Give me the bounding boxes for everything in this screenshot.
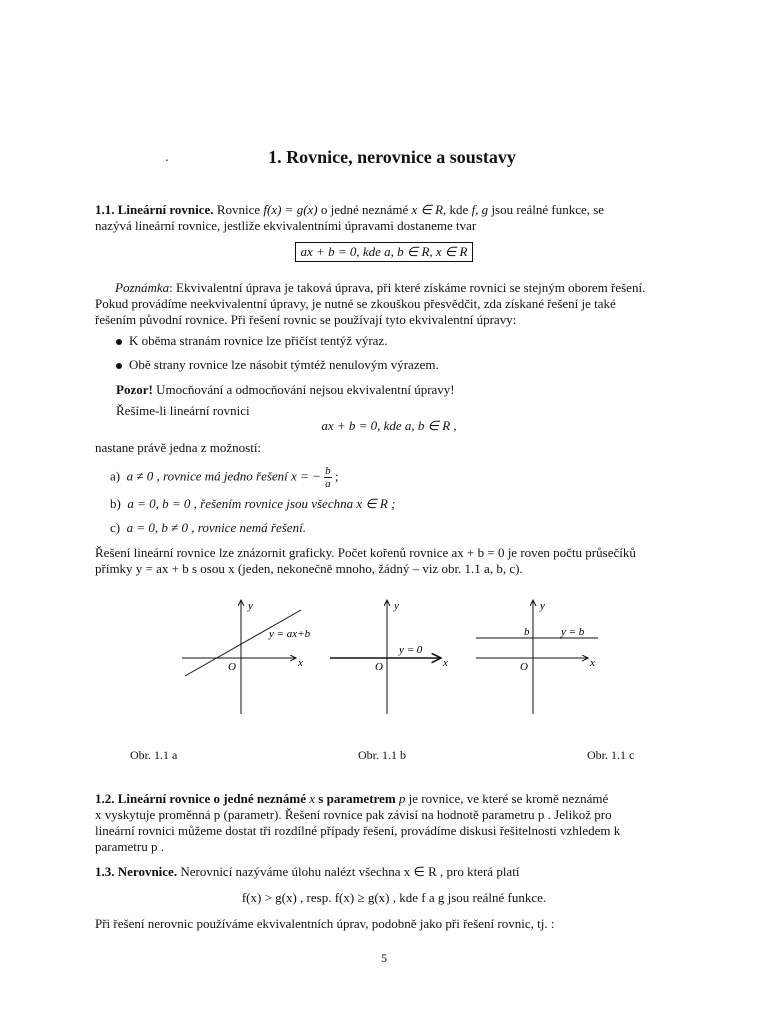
bullet-dot-icon — [116, 339, 122, 345]
section-1-2-heading-b: s parametrem — [318, 791, 396, 806]
bullet-text: K oběma stranám rovnice lze přičíst tentýž výraz. — [129, 333, 388, 348]
cases-intro: nastane právě jedna z možností: — [95, 440, 262, 455]
solve-intro: Řešíme-li lineární rovnici — [116, 403, 250, 418]
var-x: x — [309, 791, 316, 806]
figures-svg — [0, 590, 768, 770]
boxed-formula: ax + b = 0, kde a, b ∈ R, x ∈ R — [295, 242, 474, 262]
section-1-2-line3: lineární rovnici můžeme dostat tři rozdílné případy řešení, provádíme diskusi řešitelnosti vzhledem k — [95, 823, 621, 838]
formula-x-in-r: x ∈ R — [411, 202, 444, 217]
section-1-1-heading: 1.1. Lineární rovnice. — [95, 202, 214, 217]
fig-a-origin-label: O — [228, 661, 236, 673]
text-fragment: ; — [334, 468, 339, 484]
bullet-text: Obě strany rovnice lze násobit týmtéž nenulovým výrazem. — [129, 357, 439, 372]
fig-a-y-label: y — [248, 600, 253, 612]
text-fragment: , kde — [443, 202, 469, 217]
text-fragment: : Ekvivalentní úprava je taková úprava, při které získáme rovnici se stejným oborem řešení. — [169, 280, 646, 295]
chapter-title: 1. Rovnice, nerovnice a soustavy — [268, 147, 516, 167]
caption-fig-a: Obr. 1.1 a — [130, 748, 178, 762]
fraction-denominator: a — [325, 478, 331, 490]
fig-b-line-label: y = 0 — [399, 644, 423, 656]
note-line3: řešením původní rovnice. Při řešení rovnic se používají tyto ekvivalentní úpravy: — [95, 312, 517, 327]
case-a-text: a ≠ 0 , rovnice má jedno řešení x = − — [126, 468, 321, 484]
var-p: p — [398, 791, 406, 806]
solve-formula: ax + b = 0, kde a, b ∈ R , — [321, 418, 457, 433]
fig-c-origin-label: O — [520, 661, 528, 673]
case-b-text: a = 0, b = 0 , řešením rovnice jsou všechna x ∈ R ; — [127, 496, 396, 511]
fraction-numerator: b — [325, 465, 331, 477]
case-a-label: a) — [110, 468, 121, 484]
fig-b-y-label: y — [394, 600, 399, 612]
section-1-1-line1 — [95, 201, 679, 218]
fig-b-origin-label: O — [375, 661, 383, 673]
text-fragment: o jedné neznámé — [320, 202, 409, 217]
section-1-3-formula: f(x) > g(x) , resp. f(x) ≥ g(x) , kde f a g jsou reálné funkce. — [241, 890, 547, 905]
note-line1 — [95, 279, 679, 296]
figure-b — [330, 600, 448, 714]
case-b — [110, 495, 395, 512]
caption-fig-c: Obr. 1.1 c — [587, 748, 635, 762]
text-fragment: Rovnice — [216, 202, 261, 217]
fig-a-line-label: y = ax+b — [269, 628, 311, 640]
text-fragment: Nerovnicí nazýváme úlohu nalézt všechna x ∈ R , pro která platí — [180, 864, 520, 879]
section-1-2-line2: x vyskytuje proměnná p (parametr). Řešení rovnice pak závisí na hodnotě parametru p . Jelikož pro — [95, 807, 612, 822]
case-a — [110, 465, 338, 490]
fig-c-x-label: x — [590, 657, 595, 669]
header-dot: . — [165, 150, 169, 164]
fig-a-x-label: x — [298, 657, 303, 669]
text-fragment: jsou reálné funkce, se — [491, 202, 605, 217]
case-b-label: b) — [110, 496, 121, 511]
warning-line — [116, 381, 455, 398]
section-1-2-line4: parametru p . — [95, 839, 164, 854]
caption-fig-b: Obr. 1.1 b — [358, 748, 406, 762]
warning-label: Pozor! — [116, 382, 153, 397]
section-1-3-last-line: Při řešení nerovnic používáme ekvivalentních úprav, podobně jako při řešení rovnic, tj. : — [95, 916, 555, 931]
case-c — [110, 519, 306, 536]
fig-c-line-label: y = b — [561, 626, 585, 638]
note-line2: Pokud provádíme neekvivalentní úpravy, je nutné se zkouškou přesvědčit, zda získané řešení je také — [95, 296, 616, 311]
bullet-item-2 — [116, 357, 439, 373]
fig-b-x-label: x — [443, 657, 448, 669]
fig-c-b-label: b — [524, 626, 530, 638]
text-fragment: je rovnice, ve které se kromě neznámé — [408, 791, 609, 806]
page-number: 5 — [381, 951, 387, 965]
section-1-2-line1 — [95, 790, 679, 807]
graph-line1: Řešení lineární rovnice lze znázornit graficky. Počet kořenů rovnice ax + b = 0 je roven počtu průsečíků — [95, 545, 636, 560]
section-1-3-heading: 1.3. Nerovnice. — [95, 864, 178, 879]
section-1-3-line1 — [95, 863, 679, 880]
figure-c — [476, 600, 598, 714]
note-label: Poznámka — [115, 280, 170, 295]
formula-fx-gx: f(x) = g(x) — [263, 202, 318, 217]
fraction-b-over-a — [324, 465, 332, 490]
graph-line2: přímky y = ax + b s osou x (jeden, nekonečně mnoho, žádný – viz obr. 1.1 a, b, c). — [95, 561, 523, 576]
case-c-label: c) — [110, 520, 121, 535]
bullet-dot-icon — [116, 363, 122, 369]
warning-text: Umocňování a odmocňování nejsou ekvivalentní úpravy! — [156, 382, 455, 397]
section-1-1-line2: nazývá lineární rovnice, jestliže ekvivalentními úpravami dostaneme tvar — [95, 218, 477, 233]
fig-a-line — [185, 610, 301, 676]
fig-c-y-label: y — [540, 600, 545, 612]
figure-a — [182, 600, 311, 714]
formula-fg: f, g — [471, 202, 489, 217]
case-c-text: a = 0, b ≠ 0 , rovnice nemá řešení. — [126, 520, 306, 535]
bullet-item-1 — [116, 333, 387, 349]
boxed-formula-wrap — [0, 241, 768, 262]
section-1-2-heading: 1.2. Lineární rovnice o jedné neznámé — [95, 791, 306, 806]
